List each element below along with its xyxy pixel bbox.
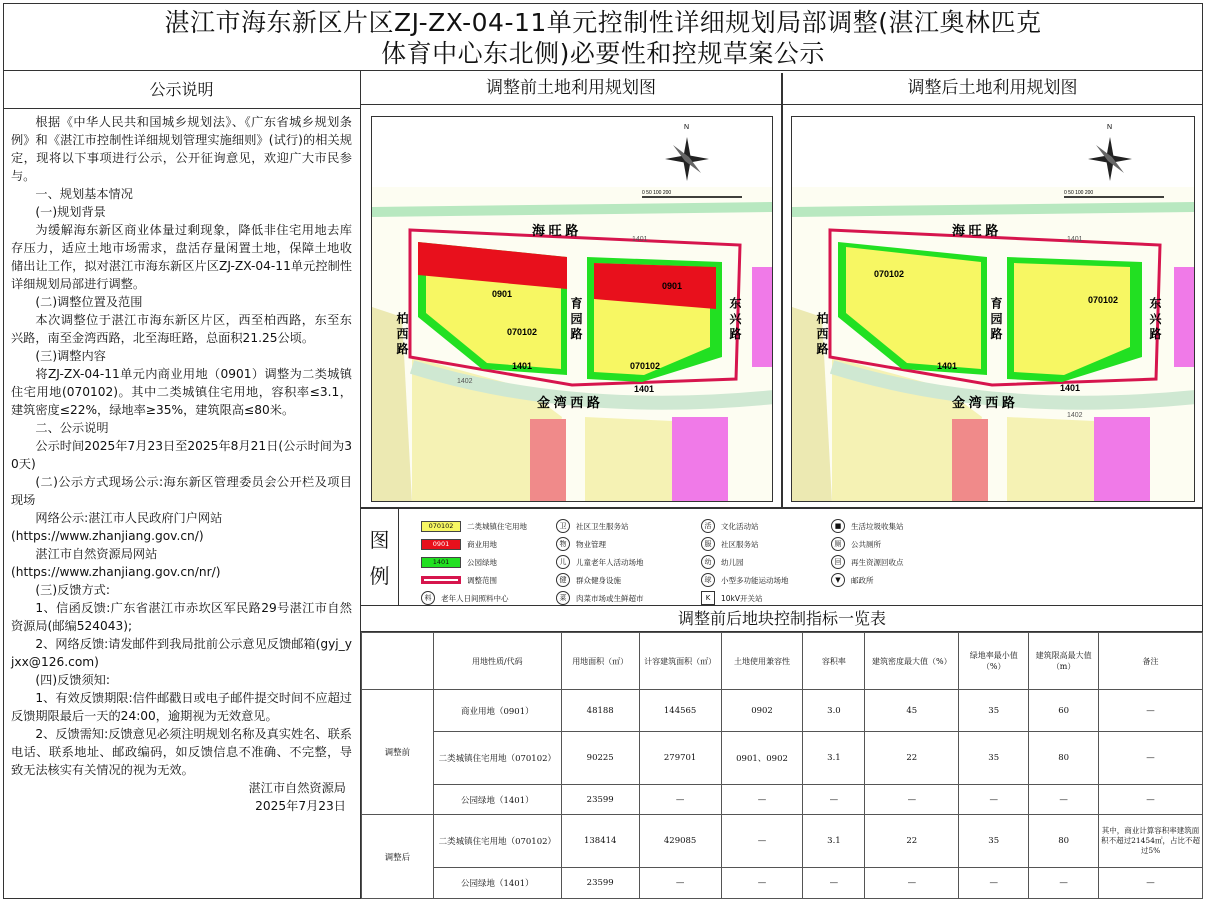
legend-item [556,554,644,570]
facility-icon: K [701,591,715,605]
table-cell: — [639,784,721,815]
legend-item [556,536,606,552]
notice-paragraph: 二、公示说明 [35,421,109,435]
facility-icon: 球 [701,573,715,587]
table-cell: 0901、0902 [721,731,803,784]
road-label: 育 园 路 [989,297,1003,340]
facility-icon: ▼ [831,573,845,587]
legend-text: 文化活动站 [721,521,759,531]
legend-text: 群众健身设施 [576,575,621,585]
notice-panel [3,71,361,899]
road-label: 东 兴 路 [728,297,742,340]
parcel-pink [672,417,728,502]
notice-paragraph: (二)调整位置及范围 [35,295,143,309]
table-cell: — [1099,690,1203,732]
table-cell: 429085 [639,815,721,868]
facility-icon: 儿 [556,555,570,569]
facility-icon: 卫 [556,519,570,533]
scale-label: 0 50 100 200 [642,190,672,196]
table-cell: 3.0 [803,690,865,732]
road-label: 柏 西 路 [815,312,829,355]
table-cell: 80 [1029,815,1099,868]
legend-text: 社区服务站 [721,539,759,549]
road-label: 海 旺 路 [532,223,579,238]
notice-paragraph: 根据《中华人民共和国城乡规划法》、《广东省城乡规划条例》和《湛江市控制性详细规划管理实施细则》(试行)的相关规定，现将以下事项进行公示，公开征询意见，欢迎广大市民参与。 [11,115,352,183]
road-code: 1401 [632,236,648,243]
map-before-heading: 调整前土地利用规划图 [361,73,781,105]
legend-item [831,554,904,570]
legend-title [361,508,399,606]
facility-icon: 厕 [831,537,845,551]
table-header-cell: 备注 [1099,633,1203,690]
legend-item [421,590,509,606]
legend-text: 生活垃圾收集站 [851,521,904,531]
notice-heading: 公示说明 [3,71,360,109]
title-line-1: 湛江市海东新区片区ZJ-ZX-04-11单元控制性详细规划局部调整(湛江奥林匹克 [164,8,1042,37]
road-label: 金 湾 西 路 [537,395,600,410]
facility-icon: ■ [831,519,845,533]
parcel-code: 070102 [507,327,538,337]
notice-paragraph: 公示时间2025年7月23日至2025年8月21日(公示时间为30天) [11,439,352,471]
notice-paragraph: 为缓解海东新区商业体量过剩现象，降低非住宅用地去库存压力，适应土地市场需求，盘活存量闲置土地，保障土地收储出让工作，拟对湛江市海东新区片区ZJ-ZX-04-11单元控制性详细规划局部进行调整。 [11,223,352,291]
legend-item [701,590,763,606]
legend-text: 小型多功能运动场地 [721,575,789,585]
notice-signer: 湛江市自然资源局 [248,781,346,795]
legend-item [556,590,644,606]
table-cell: — [865,868,959,899]
title-line-2: 体育中心东北侧)必要性和控规草案公示 [381,39,825,68]
notice-paragraph: (https://www.zhanjiang.gov.cn/) [11,529,204,543]
table-cell: 35 [959,731,1029,784]
table-cell: 138414 [561,815,639,868]
table-cell: — [721,815,803,868]
legend-item [421,536,497,552]
road-code: 1402 [1067,412,1083,419]
notice-paragraph: 2、反馈需知:反馈意见必须注明规划名称及真实姓名、联系电话、联系地址、邮政编码，如反馈信息不准确、不完整，导致无法核实有关情况的视为无效。 [11,727,352,777]
notice-paragraph: (二)公示方式现场公示:海东新区管理委员会公开栏及项目现场 [11,475,352,507]
road-code: 1402 [457,378,473,385]
table-cell: 22 [865,731,959,784]
table-cell: 279701 [639,731,721,784]
table-cell: 二类城镇住宅用地（070102） [433,731,561,784]
parcel-commercial-south [530,419,566,501]
legend-item [831,572,874,588]
table-cell: — [1099,784,1203,815]
table-cell: 二类城镇住宅用地（070102） [433,815,561,868]
notice-paragraph: 网络公示:湛江市人民政府门户网站 [35,511,223,525]
legend-text: 10kV开关站 [721,593,763,603]
divider [781,73,783,507]
parcel-code: 0901 [662,281,683,291]
table-cell: — [639,868,721,899]
table-cell: 144565 [639,690,721,732]
table-header-cell [362,633,434,690]
facility-icon: 料 [421,591,435,605]
table-cell: — [803,868,865,899]
map-before [371,116,773,502]
road-code: 1401 [1067,236,1083,243]
table-cell: — [1029,868,1099,899]
notice-paragraph: 本次调整位于湛江市海东新区片区，西至柏西路，东至东兴路，南至金湾西路，北至海旺路，总面积21.25公顷。 [11,313,352,345]
table-cell: — [721,868,803,899]
swatch-commercial: 0901 [421,539,461,550]
table-cell: 0902 [721,690,803,732]
road-label: 海 旺 路 [952,223,999,238]
facility-icon: 物 [556,537,570,551]
road-label: 东 兴 路 [1148,297,1162,340]
parcel-code: 1401 [512,361,533,371]
scale-label: 0 50 100 200 [1064,190,1094,196]
legend-item [421,518,527,534]
facility-icon: 回 [831,555,845,569]
legend-item [421,572,497,588]
legend-item [701,572,789,588]
table-cell: 公园绿地（1401） [433,868,561,899]
parcel-code: 070102 [874,269,905,279]
legend-text: 幼儿园 [721,557,744,567]
table-cell: 48188 [561,690,639,732]
legend-text: 二类城镇住宅用地 [467,521,527,531]
legend-item [701,554,744,570]
table-cell: 商业用地（0901） [433,690,561,732]
legend-item [701,536,759,552]
table-cell: 3.1 [803,731,865,784]
table-cell: 22 [865,815,959,868]
table-row [362,690,1203,732]
notice-paragraph: 2、网络反馈:请发邮件到我局批前公示意见反馈邮箱(gyj_yjxx@126.com) [11,637,352,669]
legend-text: 邮政所 [851,575,874,585]
table-header-cell: 绿地率最小值（%） [959,633,1029,690]
table-header-cell: 容积率 [803,633,865,690]
legend-item [831,518,904,534]
road-label: 柏 西 路 [395,312,409,355]
north-label: N [1107,124,1113,131]
table-header-cell: 用地性质/代码 [433,633,561,690]
parcel-code: 1401 [1060,383,1081,393]
legend [361,508,1203,606]
north-label: N [684,124,690,131]
map-after-heading: 调整后土地利用规划图 [782,73,1203,105]
legend-text: 商业用地 [467,539,497,549]
legend-item [421,554,497,570]
legend-text: 物业管理 [576,539,606,549]
table-cell: 45 [865,690,959,732]
group-label: 调整后 [362,815,434,899]
table-header-cell: 计容建筑面积（㎡） [639,633,721,690]
legend-text: 社区卫生服务站 [576,521,629,531]
legend-text: 调整范围 [467,575,497,585]
notice-paragraph: (四)反馈须知: [35,673,110,687]
road-label: 金 湾 西 路 [952,395,1015,410]
table-cell: 90225 [561,731,639,784]
parcel-code: 070102 [630,361,661,371]
table-cell: 80 [1029,731,1099,784]
notice-paragraph: 1、有效反馈期限:信件邮戳日或电子邮件提交时间不应超过反馈期限最后一天的24:00，逾期视为无效意见。 [11,691,352,723]
table-header-row [362,633,1203,690]
notice-date: 2025年7月23日 [255,799,346,813]
legend-text: 儿童老年人活动场地 [576,557,644,567]
table-cell: — [959,868,1029,899]
table-cell: — [1099,868,1203,899]
table-cell: 3.1 [803,815,865,868]
parcel-code: 1401 [937,361,958,371]
legend-item [556,572,621,588]
table-cell: 公园绿地（1401） [433,784,561,815]
table-header-cell: 用地面积（㎡） [561,633,639,690]
notice-paragraph: (三)调整内容 [35,349,106,363]
legend-item [701,518,759,534]
table-cell: — [959,784,1029,815]
table-cell: 23599 [561,784,639,815]
swatch-residential: 070102 [421,521,461,532]
page-title [3,3,1203,71]
parcel-code: 070102 [1088,295,1119,305]
facility-icon: 健 [556,573,570,587]
table-row [362,868,1203,899]
table-header-cell: 土地使用兼容性 [721,633,803,690]
swatch-boundary [421,576,461,584]
table-cell: — [721,784,803,815]
legend-title-char: 例 [369,564,390,588]
table-cell: 60 [1029,690,1099,732]
legend-text: 老年人日间照料中心 [441,593,509,603]
legend-text: 公园绿地 [467,557,497,567]
parcel-code: 0901 [492,289,513,299]
table-heading: 调整前后地块控制指标一览表 [361,606,1203,632]
notice-paragraph: 湛江市自然资源局网站 [35,547,158,561]
group-label: 调整前 [362,690,434,815]
table-cell: 23599 [561,868,639,899]
notice-paragraph: (一)规划背景 [35,205,106,219]
table-header-cell: 建筑密度最大值（%） [865,633,959,690]
swatch-green: 1401 [421,557,461,568]
map-after [791,116,1195,502]
table-row [362,815,1203,868]
table-cell-note: 其中，商业计算容积率建筑面积不超过21454㎡，占比不超过5% [1099,815,1203,868]
table-header-cell: 建筑限高最大值（m） [1029,633,1099,690]
table-row [362,784,1203,815]
notice-paragraph: (https://www.zhanjiang.gov.cn/nr/) [11,565,221,579]
table-row [362,731,1203,784]
table-cell: 35 [959,690,1029,732]
table-cell: — [1099,731,1203,784]
legend-text: 公共厕所 [851,539,881,549]
legend-text: 肉菜市场或生鲜超市 [576,593,644,603]
parcel-code: 1401 [634,384,655,394]
legend-title-char: 图 [369,528,390,552]
facility-icon: 活 [701,519,715,533]
notice-paragraph: 一、规划基本情况 [35,187,133,201]
road-label: 育 园 路 [569,297,583,340]
facility-icon: 服 [701,537,715,551]
table-cell: 35 [959,815,1029,868]
table-cell: — [865,784,959,815]
notice-paragraph: 将ZJ-ZX-04-11单元内商业用地（0901）调整为二类城镇住宅用地(070102)。其中二类城镇住宅用地，容积率≤3.1，建筑密度≤22%，绿地率≥35%，建筑限高≤80米。 [11,367,352,417]
legend-item [556,518,629,534]
facility-icon: 菜 [556,591,570,605]
control-index-table [361,632,1203,899]
legend-text: 再生资源回收点 [851,557,904,567]
notice-paragraph: 1、信函反馈:广东省湛江市赤坎区军民路29号湛江市自然资源局(邮编524043); [11,601,352,633]
facility-icon: 幼 [701,555,715,569]
table-cell: — [803,784,865,815]
notice-paragraph: (三)反馈方式: [35,583,110,597]
legend-item [831,536,881,552]
table-cell: — [1029,784,1099,815]
